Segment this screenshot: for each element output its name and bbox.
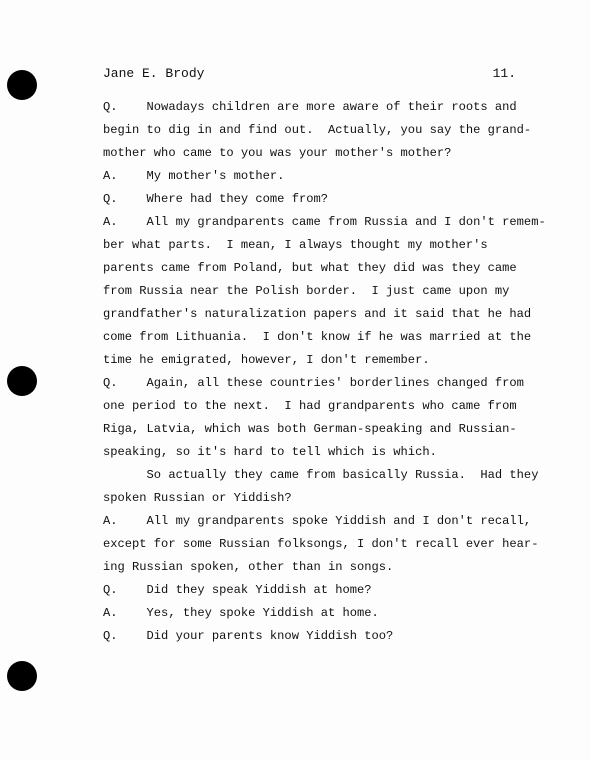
transcript-line: speaking, so it's hard to tell which is which. <box>103 445 437 459</box>
transcript-line: time he emigrated, however, I don't remember. <box>103 353 430 367</box>
transcript-line: Q. Did your parents know Yiddish too? <box>103 629 394 643</box>
transcript-line: Q. Again, all these countries' borderlines changed from <box>103 376 524 390</box>
page-number: 11. <box>492 66 516 81</box>
transcript-line: ber what parts. I mean, I always thought my mother's <box>103 238 488 252</box>
transcript-line: A. Yes, they spoke Yiddish at home. <box>103 606 379 620</box>
page-header <box>103 66 516 84</box>
transcript-line: A. All my grandparents came from Russia and I don't remem- <box>103 215 546 229</box>
punch-hole <box>7 661 37 691</box>
punch-hole <box>7 366 37 396</box>
transcript-line: except for some Russian folksongs, I don't recall ever hear- <box>103 537 539 551</box>
transcript-line: A. My mother's mother. <box>103 169 285 183</box>
transcript-line: ing Russian spoken, other than in songs. <box>103 560 394 574</box>
header-name: Jane E. Brody <box>103 66 205 81</box>
transcript-line: Riga, Latvia, which was both German-speaking and Russian- <box>103 422 517 436</box>
transcript-line: Q. Where had they come from? <box>103 192 328 206</box>
transcript-line: begin to dig in and find out. Actually, you say the grand- <box>103 123 532 137</box>
transcript-line: come from Lithuania. I don't know if he was married at the <box>103 330 532 344</box>
transcript-body <box>103 96 546 648</box>
transcript-line: spoken Russian or Yiddish? <box>103 491 292 505</box>
transcript-line: Q. Did they speak Yiddish at home? <box>103 583 372 597</box>
transcript-line: Q. Nowadays children are more aware of their roots and <box>103 100 517 114</box>
transcript-line: grandfather's naturalization papers and it said that he had <box>103 307 532 321</box>
transcript-line: one period to the next. I had grandparents who came from <box>103 399 517 413</box>
transcript-line: mother who came to you was your mother's mother? <box>103 146 452 160</box>
transcript-line: A. All my grandparents spoke Yiddish and I don't recall, <box>103 514 532 528</box>
transcript-line: from Russia near the Polish border. I just came upon my <box>103 284 510 298</box>
transcript-line: So actually they came from basically Russia. Had they <box>103 468 539 482</box>
punch-hole <box>7 70 37 100</box>
transcript-line: parents came from Poland, but what they did was they came <box>103 261 517 275</box>
